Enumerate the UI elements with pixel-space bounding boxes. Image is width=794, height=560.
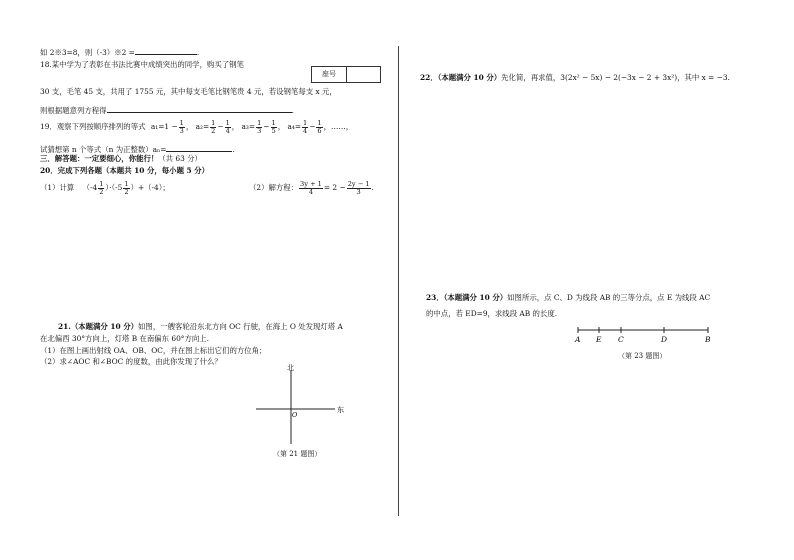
q22-text: 22．（本题满分 10 分）先化简，再求值，3(2x² − 5x) − 2(−3x − 2 + 3x²)，其中 x = −3. (420, 73, 730, 82)
q21-caption: （第 21 题图） (273, 450, 322, 458)
q19-line1: 19．观察下列按顺序排列的等式 a₁=1 − $\frac{1}{3}$ ， a₂= $\frac{1}{2}$ − $\frac{1}{4}$ ， a₃= $\frac{1}{3}$ − $\frac{1}{5}$ ， a₄= $\frac{1}{4}$ − $\frac{1}{6}$ ，……， (40, 119, 354, 135)
q20-part2: （2）解方程： $\frac{3y + 1}{4}$ = 2 − $\frac{2y - 1}{3}$ . (249, 180, 374, 196)
column-divider (398, 46, 399, 516)
q21-line4: （2）求∠AOC 和∠BOC 的度数，由此你发现了什么？ (40, 357, 222, 366)
fraction: $\frac{1}{3}$ (179, 119, 184, 135)
q19-line2: 试猜想第 n 个等式（n 为正整数）aₙ= . (40, 145, 235, 154)
answer-blank-19[interactable] (166, 143, 232, 152)
answer-blank-prev[interactable] (135, 46, 197, 55)
q21-line1: 21.（本题满分 10 分）如图，一艘客轮沿东北方向 OC 行驶，在海上 O 处发现灯塔 A (58, 322, 343, 331)
point-D-label: D (661, 335, 668, 344)
north-label: 北 (287, 364, 294, 372)
prev-question-line: 如 2※3=8，则（-3）※2 = . (40, 48, 200, 57)
q23-line1: 23．（本题满分 10 分）如图所示，点 C、D 为线段 AB 的三等分点，点 E 为线段 AC (426, 293, 711, 302)
q18-line3: 则根据题意列方程得 . (40, 106, 294, 115)
section-3-heading: 三．解答题：一定要细心，你能行！（共 63 分） (40, 154, 202, 163)
q20-title: 20．完成下列各题（本题共 10 分，每小题 5 分） (40, 166, 210, 175)
q21-compass-figure (250, 360, 360, 450)
point-A-label: A (575, 335, 581, 344)
seat-number-box (311, 66, 381, 83)
prev-question-text: 如 2※3=8，则（-3）※2 = (40, 48, 135, 57)
q20-part1: （1）计算 （-4 $\frac{1}{2}$ ）·（-5 $\frac{1}{2}$ ）+（-4）； (40, 180, 170, 196)
q18-line2: 30 支，毛笔 45 支，共用了 1755 元，其中每支毛笔比钢笔贵 4 元，若设钢笔每支 x 元， (40, 87, 337, 96)
point-E-label: E (596, 335, 602, 344)
point-C-label: C (618, 335, 624, 344)
origin-label: O (292, 411, 298, 419)
q21-line2: 在北偏西 30°方向上，灯塔 B 在南偏东 60°方向上. (40, 334, 210, 343)
answer-blank-18[interactable] (107, 104, 292, 113)
point-B-label: B (705, 335, 711, 344)
q18-line1: 18.某中学为了表彰在书法比赛中成绩突出的同学，购买了钢笔 (40, 60, 244, 69)
q21-line3: （1）在图上画出射线 OA、OB、OC，并在图上标出它们的方位角； (40, 346, 267, 355)
q23-caption: （第 23 题图） (618, 352, 667, 360)
q23-line2: 的中点，若 ED=9，求线段 AB 的长度. (426, 309, 558, 318)
east-label: 东 (337, 406, 344, 414)
seat-value-field[interactable] (347, 67, 380, 82)
seat-label: 座号 (312, 67, 347, 82)
q23-segment-figure (568, 322, 718, 348)
